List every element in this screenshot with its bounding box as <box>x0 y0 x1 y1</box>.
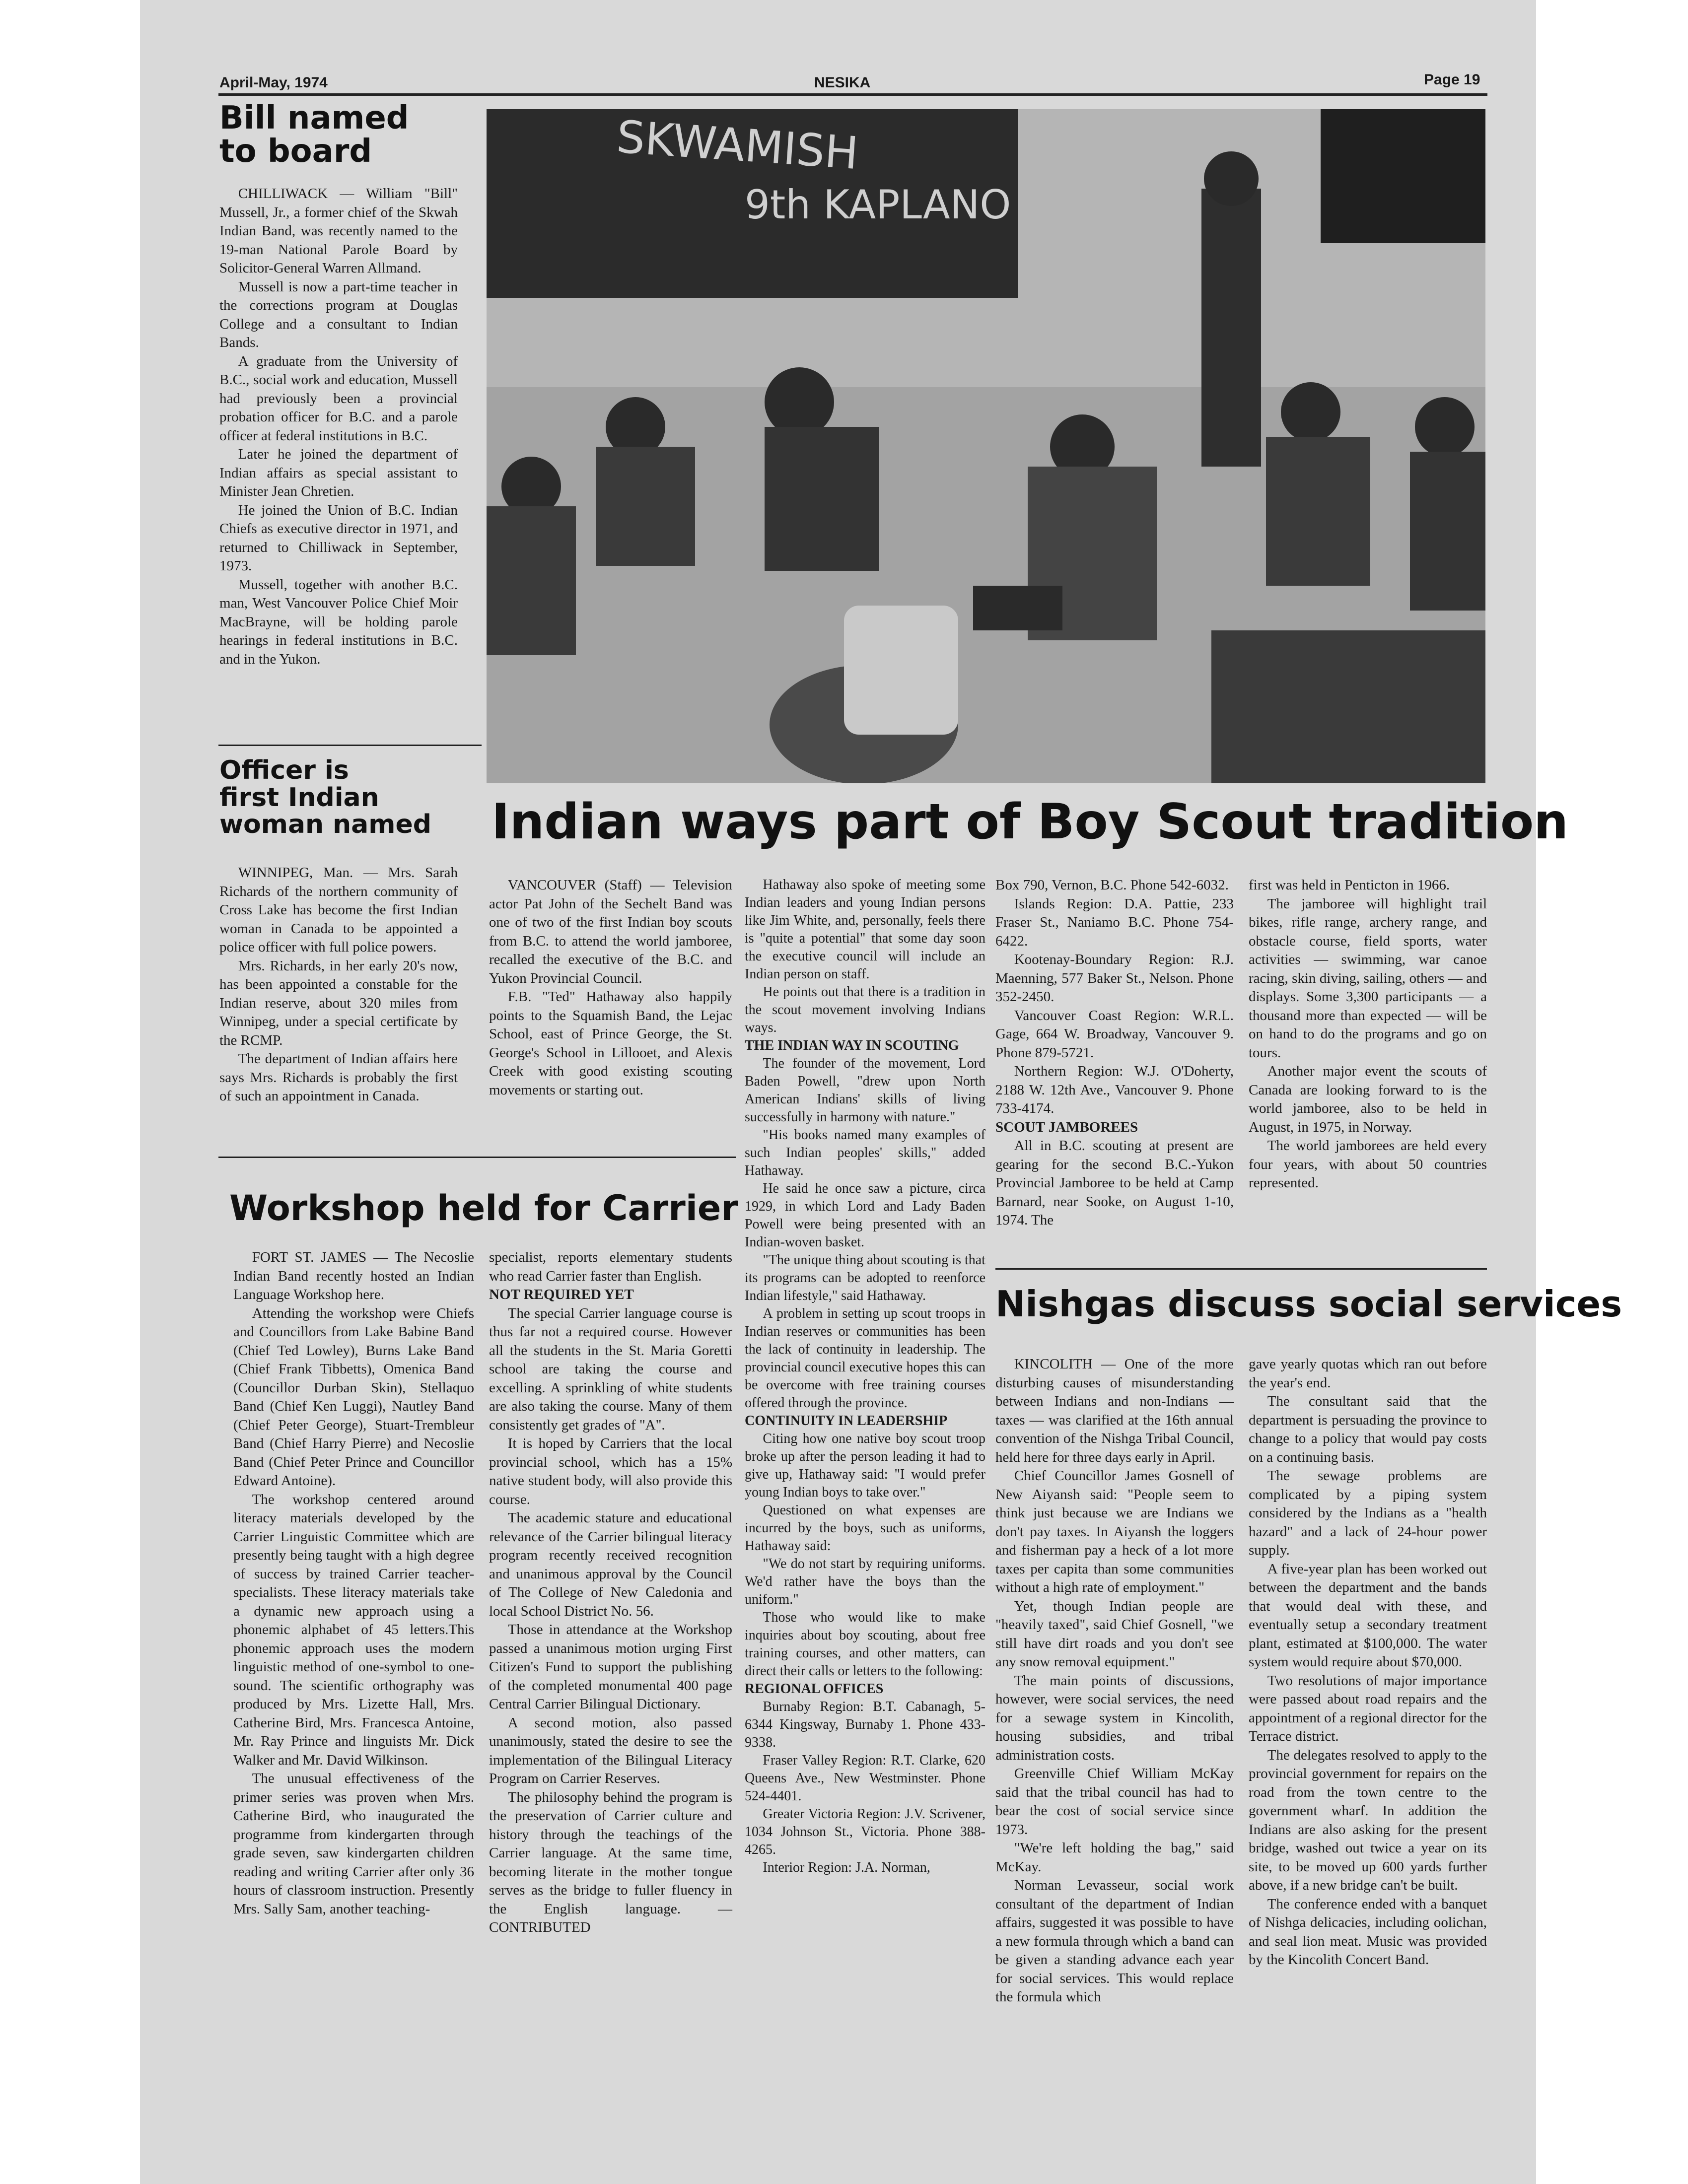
officer-paragraph: WINNIPEG, Man. — Mrs. Sarah Richards of the northern community of Cross Lake has become the first Indian woman in Canada to be appointed a police officer with full police powers. <box>219 865 458 955</box>
page-number: Page 19 <box>1424 71 1480 88</box>
scout-column-1 <box>489 876 732 1099</box>
scout-paragraph: Islands Region: D.A. Pattie, 233 Fraser St., Naniamo B.C. Phone 754-6422. <box>995 895 1234 949</box>
nishga-paragraph: A five-year plan has been worked out between the department and the bands that would deal with these, and eventually setup a secondary treatment plant, estimated at $100,000. The water system would require about $70,000. <box>1249 1561 1487 1670</box>
scout-subhead: CONTINUITY IN LEADERSHIP <box>745 1413 948 1429</box>
scout-paragraph: "His books named many examples of such Indian peoples' skills," added Hathaway. <box>745 1127 985 1178</box>
bill-headline-line-2: to board <box>219 133 372 170</box>
issue-date: April-May, 1974 <box>219 74 328 91</box>
scout-column-2 <box>745 876 985 1877</box>
scout-paragraph: F.B. "Ted" Hathaway also happily points to the Squamish Band, the Lejac School, east of Prince George, the St. George's School in Lillooet, and Alexis Creek with good existing scouting movements or starting out. <box>489 989 732 1098</box>
bill-paragraph: A graduate from the University of B.C., social work and education, Mussell had previously been a provincial probation officer for B.C. and a parole officer at federal institutions in B.C. <box>219 353 458 444</box>
scout-paragraph: first was held in Penticton in 1966. <box>1249 877 1450 893</box>
nishga-paragraph: Greenville Chief William McKay said that the tribal council has had to bear the cost of social service since 1973. <box>995 1766 1234 1838</box>
bill-paragraph: Mussell is now a part-time teacher in the corrections program at Douglas College and a consultant to Indian Bands. <box>219 278 458 350</box>
scout-column-3 <box>995 876 1234 1230</box>
carrier-paragraph: A second motion, also passed unanimously, stated the desire to see the implementation of the Bilingual Literacy Program on Carrier Reserves. <box>489 1714 732 1786</box>
carrier-paragraph: The academic stature and educational relevance of the Carrier bilingual literacy program recently received recognition and unanimous approval by the Council of The College of New Caledonia and local School District No. 56. <box>489 1510 732 1619</box>
scout-paragraph: Greater Victoria Region: J.V. Scrivener, 1034 Johnson St., Victoria. Phone 388-4265. <box>745 1806 985 1857</box>
nishga-paragraph: The main points of discussions, however, were social services, the need for a sewage system in Kincolith, housing subsidies, and tribal administration costs. <box>995 1672 1234 1763</box>
scout-paragraph: All in B.C. scouting at present are gearing for the second B.C.-Yukon Provincial Jamboree to be held at Camp Barnard, near Sooke, on August 1-10, 1974. The <box>995 1138 1234 1228</box>
scout-paragraph: VANCOUVER (Staff) — Television actor Pat John of the Sechelt Band was one of two of the first Indian boy scouts from B.C. to attend the world jamboree, recalled the executive of the B.C. and Yukon Provincial Council. <box>489 877 732 986</box>
scout-subhead: SCOUT JAMBOREES <box>995 1119 1138 1135</box>
scout-paragraph: Hathaway also spoke of meeting some Indian leaders and young Indian persons like Jim White, and, personally, feels there is "quite a potential" that some day soon the executive council will include an Indian person on staff. <box>745 877 985 982</box>
carrier-paragraph: Those in attendance at the Workshop passed a unanimous motion urging First Citizen's Fund to support the publishing of the completed monumental 400 page Central Carrier Bilingual Dictionary. <box>489 1622 732 1712</box>
officer-headline-line-3: woman named <box>219 810 431 840</box>
nishga-paragraph: gave yearly quotas which ran out before the year's end. <box>1249 1356 1487 1391</box>
scout-subhead: THE INDIAN WAY IN SCOUTING <box>745 1038 959 1053</box>
scout-paragraph: Northern Region: W.J. O'Doherty, 2188 W. 12th Ave., Vancouver 9. Phone 733-4174. <box>995 1063 1234 1116</box>
carrier-paragraph: It is hoped by Carriers that the local provincial school, which has a 15% native student body, will also provide this course. <box>489 1435 732 1507</box>
chalkboard-text-1: SKWAMISH <box>615 111 860 180</box>
carrier-paragraph: The unusual effectiveness of the primer series was proven when Mrs. Catherine Bird, who inaugurated the programme from kindergarten through grade seven, saw kindergarten children reading and writing Carrier after only 36 hours of classroom instruction. Presently Mrs. Sally Sam, another teaching- <box>233 1771 474 1917</box>
scout-subhead: REGIONAL OFFICES <box>745 1681 884 1697</box>
bill-paragraph: He joined the Union of B.C. Indian Chiefs as executive director in 1971, and returned to Chilliwack in September, 1973. <box>219 502 458 574</box>
scout-paragraph: Those who would like to make inquiries about boy scouting, about free training courses, and other matters, can direct their calls or letters to the following: <box>745 1610 985 1679</box>
carrier-paragraph: The workshop centered around literacy materials developed by the Carrier Linguistic Committee which are presently being taught with a high degree of success by trained Carrier teacher-specialists. These literacy materials take a dynamic new approach using a phonemic alphabet of 45 letters.This phonemic approach uses the modern linguistic method of one-symbol to one-sound. The scientific orthography was produced by Mrs. Lizette Hall, Mrs. Catherine Bird, Mrs. Francesca Antoine, Mr. Ray Prince and linguists Mr. Dick Walker and Mr. David Wilkinson. <box>233 1491 474 1768</box>
bill-headline <box>219 102 409 168</box>
officer-headline-line-2: first Indian <box>219 782 379 813</box>
carrier-column-1 <box>233 1248 474 1918</box>
scout-headline: Indian ways part of Boy Scout tradition <box>492 794 1568 850</box>
officer-paragraph: Mrs. Richards, in her early 20's now, has been appointed a constable for the Indian reserve, about 320 miles from Winnipeg, under a special certificate by the RCMP. <box>219 957 458 1048</box>
scout-paragraph: He said he once saw a picture, circa 1929, in which Lord and Lady Baden Powell were being presented with an Indian-woven basket. <box>745 1181 985 1250</box>
officer-paragraph: The department of Indian affairs here says Mrs. Richards is probably the first of such an appointment in Canada. <box>219 1051 458 1104</box>
carrier-subhead: NOT REQUIRED YET <box>489 1287 634 1302</box>
nishga-column-2 <box>1249 1355 1487 1970</box>
officer-headline <box>219 757 431 838</box>
officer-headline-line-1: Officer is <box>219 755 349 785</box>
nishga-paragraph: The conference ended with a banquet of Nishga delicacies, including oolichan, and seal lion meat. Music was provided by the Kincolith Concert Band. <box>1249 1896 1487 1968</box>
scout-photo <box>487 109 1485 783</box>
nishga-paragraph: Norman Levasseur, social work consultant of the department of Indian affairs, suggested it was possible to have a new formula through which a band can be given a standing advance each year for social services. This would replace the formula which <box>995 1877 1234 2005</box>
scout-paragraph: "The unique thing about scouting is that its programs can be adopted to reenforce Indian lifestyle," said Hathaway. <box>745 1252 985 1303</box>
scout-paragraph: Fraser Valley Region: R.T. Clarke, 620 Queens Ave., New Westminster. Phone 524-4401. <box>745 1753 985 1804</box>
scout-paragraph: Box 790, Vernon, B.C. Phone 542-6032. <box>995 877 1229 893</box>
scout-paragraph: Another major event the scouts of Canada are looking forward to is the world jamboree, also to be held in August, in 1975, in Norway. <box>1249 1063 1487 1135</box>
bill-rule <box>218 745 482 746</box>
scout-column-4 <box>1249 876 1487 1193</box>
bill-paragraph: CHILLIWACK — William "Bill" Mussell, Jr., a former chief of the Skwah Indian Band, was recently named to the 19-man National Parole Board by Solicitor-General Warren Allmand. <box>219 186 458 276</box>
scout-paragraph: Interior Region: J.A. Norman, <box>763 1860 930 1875</box>
scout-paragraph: "We do not start by requiring uniforms. We'd rather have the boys than the uniform." <box>745 1556 985 1607</box>
carrier-paragraph: specialist, reports elementary students who read Carrier faster than English. <box>489 1249 732 1284</box>
carrier-paragraph: The special Carrier language course is thus far not a required course. However all the students in the St. Maria Goretti school are taking the course and excelling. A sprinkling of white students are also taking the course. Many of them consistently get grades of "A". <box>489 1305 732 1433</box>
scout-paragraph: Questioned on what expenses are incurred by the boys, such as uniforms, Hathaway said: <box>745 1502 985 1554</box>
nishga-paragraph: The delegates resolved to apply to the provincial government for repairs on the road from the town centre to the government wharf. In addition the Indians are also asking for the present bridge, washed out twice a year on its site, to be moved up 600 yards further above, if a new bridge can't be built. <box>1249 1747 1487 1893</box>
carrier-column-2 <box>489 1248 732 1937</box>
scout-paragraph: The founder of the movement, Lord Baden Powell, "drew upon North American Indians' skills of living successfully in harmony with nature." <box>745 1056 985 1125</box>
bill-headline-line-1: Bill named <box>219 100 409 136</box>
chalkboard-text-2: 9th KAPLANO <box>745 182 1011 228</box>
nishga-top-rule <box>995 1268 1487 1270</box>
nishga-paragraph: Chief Councillor James Gosnell of New Aiyansh said: "People seem to think just because we are Indians we don't pay taxes. In Aiyansh the loggers and fisherman pay a heck of a lot more taxes per capita than some communities without a high rate of employment." <box>995 1468 1234 1595</box>
carrier-paragraph: FORT ST. JAMES — The Necoslie Indian Band recently hosted an Indian Language Workshop here. <box>233 1249 474 1302</box>
carrier-top-rule <box>218 1157 736 1158</box>
scout-paragraph: Citing how one native boy scout troop broke up after the person leading it had to give up, Hathaway said: "I would prefer young Indian boys to take over." <box>745 1431 985 1500</box>
carrier-headline: Workshop held for Carrier <box>229 1188 738 1228</box>
scout-paragraph: Burnaby Region: B.T. Cabanagh, 5-6344 Kingsway, Burnaby 1. Phone 433-9338. <box>745 1699 985 1750</box>
scout-paragraph: He points out that there is a tradition in the scout movement involving Indians ways. <box>745 984 985 1035</box>
scout-paragraph: The jamboree will highlight trail bikes, rifle range, archery range, and obstacle course, field sports, water activities — swimming, war canoe racing, skin diving, sailing, others — and displays. Some 3,300 participants — a thousand more than expected — will be on hand to do the programs and go on tours. <box>1249 895 1487 1061</box>
nishga-paragraph: Two resolutions of major importance were passed about road repairs and the appointment of a regional director for the Terrace district. <box>1249 1672 1487 1744</box>
nishga-column-1 <box>995 1355 1234 2007</box>
bill-paragraph: Later he joined the department of Indian affairs as special assistant to Minister Jean Chretien. <box>219 446 458 499</box>
bill-article-body <box>219 185 458 669</box>
nishga-paragraph: The consultant said that the department is persuading the province to change to a policy that would pay costs on a continuing basis. <box>1249 1393 1487 1465</box>
paper-name: NESIKA <box>814 74 871 91</box>
nishga-paragraph: The sewage problems are complicated by a piping system considered by the Indians as a "health hazard" and a lack of 24-hour power supply. <box>1249 1468 1487 1558</box>
carrier-paragraph: Attending the workshop were Chiefs and Councillors from Lake Babine Band (Chief Ted Lowley), Burns Lake Band (Chief Frank Tibbetts), Omenica Band (Councillor Durban Skin), Stellaquo Band (Chief Ken Luggi), Nautley Band (Chief Peter George), Stuart-Trembleur Band (Chief Harry Pierre) and Necoslie Band (Chief Peter Prince and Councillor Edward Antoine). <box>233 1305 474 1489</box>
nishga-paragraph: "We're left holding the bag," said McKay. <box>995 1840 1234 1875</box>
scout-paragraph: A problem in setting up scout troops in Indian reserves or communities has been the lack of continuity in leadership. The provincial council executive hopes this can be overcome with free training courses offered through the province. <box>745 1306 985 1411</box>
nishga-headline: Nishgas discuss social services <box>995 1283 1622 1325</box>
nishga-paragraph: KINCOLITH — One of the more disturbing causes of misunderstanding between Indians and non-Indians — taxes — was clarified at the 16th annual convention of the Nishga Tribal Council, held here for three days early in April. <box>995 1356 1234 1465</box>
header-rule <box>218 93 1487 96</box>
nishga-paragraph: Yet, though Indian people are "heavily taxed", said Chief Gosnell, "we still have dirt roads and you don't see any snow removal equipment." <box>995 1598 1234 1670</box>
officer-article-body <box>219 864 458 1106</box>
scout-paragraph: Kootenay-Boundary Region: R.J. Maenning, 577 Baker St., Nelson. Phone 352-2450. <box>995 952 1234 1005</box>
bill-paragraph: Mussell, together with another B.C. man, West Vancouver Police Chief Moir MacBrayne, will be holding parole hearings in federal institutions in B.C. and in the Yukon. <box>219 576 458 667</box>
scout-paragraph: The world jamborees are held every four years, with about 50 countries represented. <box>1249 1138 1487 1191</box>
carrier-paragraph: The philosophy behind the program is the preservation of Carrier culture and history through the teachings of the Carrier language. At the same time, becoming literate in the mother tongue serves as the bridge to fuller fluency in the English language. — CONTRIBUTED <box>489 1789 732 1935</box>
scout-paragraph: Vancouver Coast Region: W.R.L. Gage, 664 W. Broadway, Vancouver 9. Phone 879-5721. <box>995 1007 1234 1061</box>
